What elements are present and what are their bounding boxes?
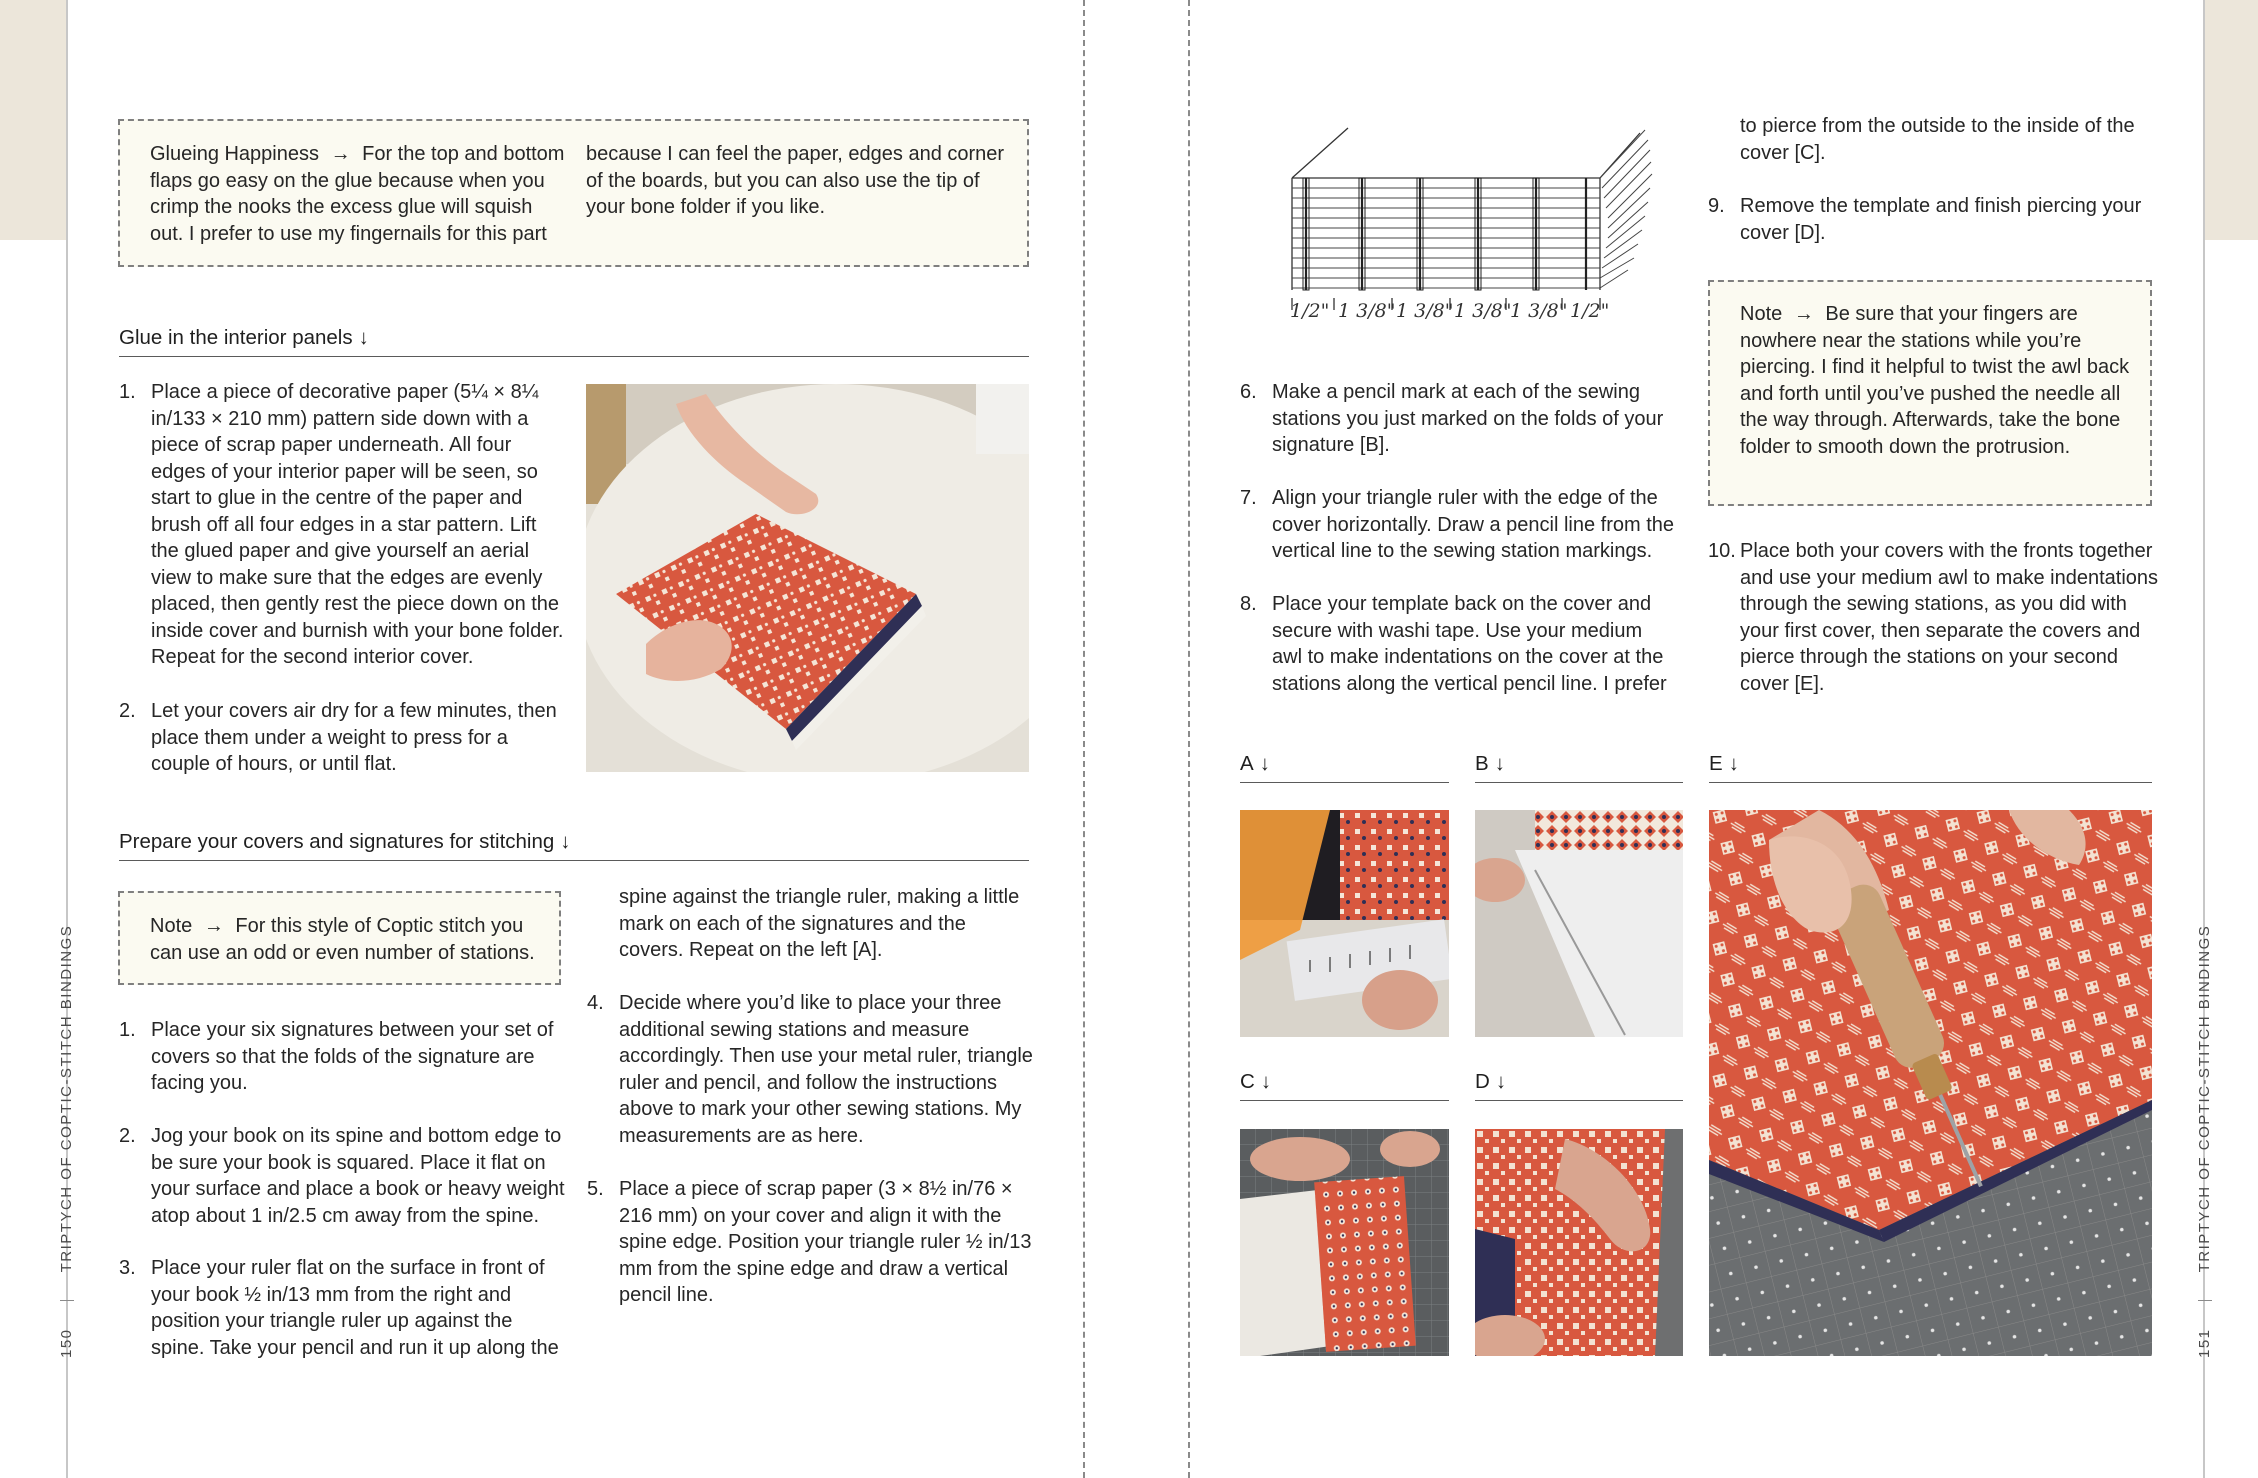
photo-c	[1240, 1129, 1449, 1356]
photo-label-d-text: D	[1475, 1070, 1490, 1093]
step-number: 1.	[119, 1019, 136, 1041]
photo-label-c	[1240, 1070, 1449, 1101]
left-running-footer	[58, 925, 75, 1358]
photo-b-signature-mark	[1475, 810, 1683, 1037]
step-text: Let your covers air dry for a few minutes, then place them under a weight to press for a couple of hours, or until flat.	[151, 700, 557, 775]
photo-e-awl-piercing	[1709, 810, 2152, 1356]
heading-glue-interior-text: Glue in the interior panels	[119, 326, 353, 349]
right-running-title: TRIPTYCH OF COPTIC-STITCH BINDINGS	[2196, 924, 2213, 1273]
left-page-tab	[0, 0, 66, 240]
step-text: Place both your covers with the fronts together and use your medium awl to make indentations through the sewing stations, as you did with your first cover, then separate the covers and pierce through the stations on your second cover [E].	[1740, 540, 2159, 695]
photo-d-piercing-cover	[1475, 1129, 1683, 1356]
gutter-dash-left	[1083, 0, 1085, 1478]
step-number: 4.	[587, 992, 604, 1014]
right-page-tab	[2205, 0, 2258, 240]
arrow-down-icon: ↓	[1495, 1070, 1507, 1093]
note-fingers-label: Note	[1740, 303, 1783, 325]
step-text: Align your triangle ruler with the edge of the cover horizontally. Draw a pencil line from the vertical line to the sewing station markings.	[1272, 487, 1675, 562]
note-glue-label: Glueing Happiness	[150, 143, 319, 165]
left-running-title: TRIPTYCH OF COPTIC-STITCH BINDINGS	[58, 924, 75, 1273]
heading-prepare-covers	[119, 830, 1029, 861]
step-interior-1	[119, 379, 565, 671]
note-coptic-body: For this style of Coptic stitch you can use an odd or even number of stations.	[150, 915, 535, 964]
measure-label: 1/2"	[1290, 300, 1330, 322]
sewing-stations-diagram	[1240, 118, 1680, 340]
step-6	[1240, 379, 1676, 459]
photo-glue-interior	[586, 384, 1029, 772]
photo-label-a	[1240, 752, 1449, 783]
photo-a-ruler-marking	[1240, 810, 1449, 1037]
note-coptic-stations	[118, 891, 561, 985]
step-number: 9.	[1708, 195, 1725, 217]
photo-c-template-awl	[1240, 1129, 1449, 1356]
measure-label: 1 3/8"	[1454, 300, 1512, 322]
step-8-continued: to pierce from the outside to the inside of the cover [C].	[1740, 115, 2135, 164]
step-prepare-1	[119, 1017, 565, 1097]
note-glue-col2: because I can feel the paper, edges and corner of the boards, but you can also use the tip of your bone folder if you like.	[586, 143, 1005, 218]
step-number: 6.	[1240, 381, 1257, 403]
glueing-happiness-note	[118, 119, 1029, 267]
step-9	[1708, 193, 2160, 246]
step-number: 1.	[119, 381, 136, 403]
arrow-down-icon: ↓	[1728, 752, 1739, 775]
diagram-measurements	[1290, 300, 1610, 334]
step-7	[1240, 485, 1676, 565]
measure-label: 1/2"	[1570, 300, 1610, 322]
note-fingers-body: Be sure that your fingers are nowhere near the stations while you’re piercing. I find it helpful to twist the awl back and forth until you’ve pushed the needle all the way through. Afterwards, take the bone folder to smooth down the protrusion.	[1740, 303, 2130, 458]
note-coptic-text	[150, 913, 550, 966]
photo-a	[1240, 810, 1449, 1037]
photo-label-b	[1475, 752, 1683, 783]
arrow-down-icon: ↓	[1494, 752, 1505, 775]
right-page-number: 151	[2196, 1328, 2213, 1358]
step-prepare-5	[587, 1176, 1034, 1309]
step-text: Place a piece of decorative paper (5¼ × 8¼ in/133 × 210 mm) pattern side down with a piece of scrap paper underneath. All four edges of your interior paper will be seen, so start to glue in the centre of the paper and brush off all four edges in a star pattern. Lift the glued paper and give yourself an aerial view to make sure that the edges are evenly placed, then gently rest the piece down on the inside cover and burnish with your bone folder. Repeat for the second interior cover.	[151, 381, 564, 668]
photo-label-e	[1709, 752, 2152, 783]
step-interior-2	[119, 698, 565, 778]
arrow-down-icon: ↓	[1260, 1070, 1272, 1093]
photo-label-b-text: B	[1475, 752, 1489, 775]
step-number: 10.	[1708, 540, 1736, 562]
step-10	[1708, 538, 2164, 697]
note-fingers	[1708, 280, 2152, 506]
gutter-dash-right	[1188, 0, 1190, 1478]
step-text: Make a pencil mark at each of the sewing stations you just marked on the folds of your signature [B].	[1272, 381, 1664, 456]
arrow-right-icon: →	[1793, 303, 1814, 325]
step-text: Place your six signatures between your set of covers so that the folds of the signature are facing you.	[151, 1019, 554, 1094]
step-number: 2.	[119, 700, 136, 722]
measure-label: 1 3/8"	[1510, 300, 1568, 322]
arrow-down-icon: ↓	[358, 326, 369, 349]
step-prepare-4	[587, 990, 1034, 1149]
heading-prepare-covers-text: Prepare your covers and signatures for stitching	[119, 830, 555, 853]
photo-d	[1475, 1129, 1683, 1356]
step-prepare-2	[119, 1123, 565, 1229]
arrow-down-icon: ↓	[560, 830, 571, 853]
step-text: Place your template back on the cover and secure with washi tape. Use your medium awl to make indentations on the cover at the stations along the vertical pencil line. I prefer	[1272, 593, 1667, 695]
measure-label: 1 3/8"	[1396, 300, 1454, 322]
photo-b	[1475, 810, 1683, 1037]
step-number: 3.	[119, 1257, 136, 1279]
note-glue-text-1: For the top and bottom flaps go easy on the glue because when you crimp the nooks the excess glue will squish out. I prefer to use my fingernails for this part	[150, 143, 565, 245]
left-page-number: 150	[58, 1328, 75, 1358]
photo-label-a-text: A	[1240, 752, 1254, 775]
step-text: Place your ruler flat on the surface in front of your book ½ in/13 mm from the right and position your triangle ruler up against the spine. Take your pencil and run it up along the	[151, 1257, 559, 1359]
note-glue-col1	[150, 141, 568, 247]
arrow-down-icon: ↓	[1259, 752, 1270, 775]
note-fingers-text	[1740, 301, 2130, 460]
arrow-right-icon: →	[330, 143, 351, 165]
step-text: Decide where you’d like to place your three additional sewing stations and measure accordingly. Then use your metal ruler, triangle ruler and pencil, and follow the instructions above to mark your other sewing stations. My measurements are as here.	[619, 992, 1033, 1147]
photo-label-d	[1475, 1070, 1683, 1101]
step-number: 5.	[587, 1178, 604, 1200]
note-coptic-label: Note	[150, 915, 193, 937]
step-text: Place a piece of scrap paper (3 × 8½ in/76 × 216 mm) on your cover and align it with the spine edge. Position your triangle ruler ½ in/13 mm from the spine edge and draw a vertical pencil line.	[619, 1178, 1032, 1306]
step-text: Jog your book on its spine and bottom edge to be sure your book is squared. Place it flat on your surface and place a book or heavy weight atop about 1 in/2.5 cm away from the spine.	[151, 1125, 565, 1227]
step-text: Remove the template and finish piercing your cover [D].	[1740, 195, 2142, 244]
photo-label-c-text: C	[1240, 1070, 1255, 1093]
photo-label-e-text: E	[1709, 752, 1723, 775]
measure-label: 1 3/8"	[1338, 300, 1396, 322]
right-running-footer	[2196, 925, 2213, 1358]
step-number: 7.	[1240, 487, 1257, 509]
step-prepare-3	[119, 1255, 565, 1361]
step-number: 8.	[1240, 593, 1257, 615]
photo-e	[1709, 810, 2152, 1356]
heading-glue-interior	[119, 326, 1029, 357]
step-number: 2.	[119, 1125, 136, 1147]
arrow-right-icon: →	[203, 915, 224, 937]
step-8	[1240, 591, 1676, 697]
gluing-photo-illustration	[586, 384, 1029, 772]
step-3-continued: spine against the triangle ruler, making a little mark on each of the signatures and the covers. Repeat on the left [A].	[619, 886, 1020, 961]
